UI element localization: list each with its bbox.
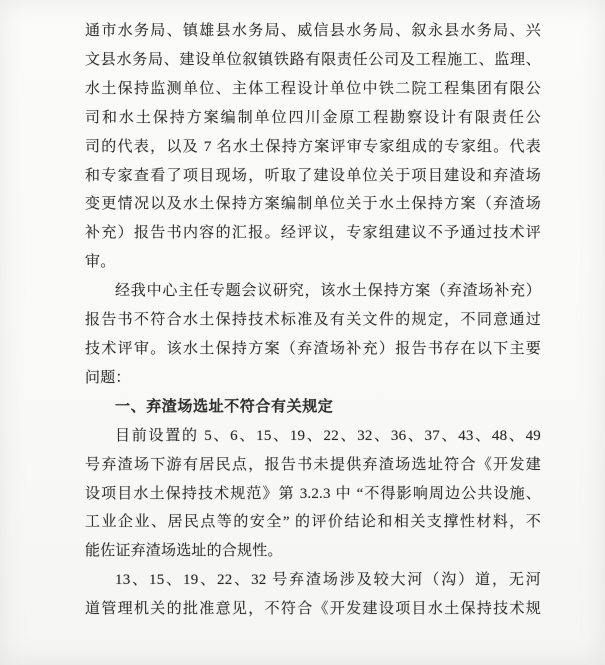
text-line: 审。 (85, 254, 116, 271)
text-line: 工业企业、居民点等的安全” 的评价结论和相关支撑性材料，不 (85, 514, 541, 531)
text-line: 道管理机关的批准意见，不符合《开发建设项目水土保持技术规 (85, 601, 541, 618)
text-line: 目前设置的 5、6、15、19、22、32、36、37、43、48、49 (115, 427, 541, 444)
text-line: 能佐证弃渣场选址的合规性。 (85, 543, 283, 560)
text-line: 司和水土保持方案编制单位四川金原工程勘察设计有限责任公 (85, 109, 541, 126)
text-line: 号弃渣场下游有居民点，报告书未提供弃渣场选址符合《开发建 (85, 456, 541, 473)
text-line: 变更情况以及水土保持方案编制单位关于水土保持方案（弃渣场 (85, 196, 541, 213)
text-line: 问题： (85, 369, 131, 386)
text-line: 技术评审。该水土保持方案（弃渣场补充）报告书存在以下主要 (85, 340, 541, 357)
text-line: 报告书不符合水土保持技术标准及有关文件的规定，不同意通过 (85, 312, 541, 329)
text-line: 和专家查看了项目现场，听取了建设单位关于项目建设和弃渣场 (85, 167, 541, 184)
text-line: 司的代表，以及 7 名水土保持方案评审专家组成的专家组。代表 (85, 138, 541, 155)
text-line: 水土保持监测单位、主体工程设计单位中铁二院工程集团有限公 (85, 80, 541, 97)
text-line: 通市水务局、镇雄县水务局、威信县水务局、叙永县水务局、兴 (85, 23, 541, 39)
document-body (85, 17, 541, 624)
text-line: 补充）报告书内容的汇报。经评议，专家组建议不予通过技术评 (85, 225, 541, 242)
text-line: 设项目水土保持技术规范》第 3.2.3 中 “不得影响周边公共设施、 (85, 485, 541, 502)
text-line: 文县水务局、建设单位叙镇铁路有限责任公司及工程施工、监理、 (85, 51, 541, 68)
text-line: 经我中心主任专题会议研究，该水土保持方案（弃渣场补充） (115, 283, 541, 300)
text-line: 13、15、19、22、32 号弃渣场涉及较大河（沟）道，无河 (115, 572, 541, 589)
section-heading: 一、弃渣场选址不符合有关规定 (115, 398, 334, 415)
